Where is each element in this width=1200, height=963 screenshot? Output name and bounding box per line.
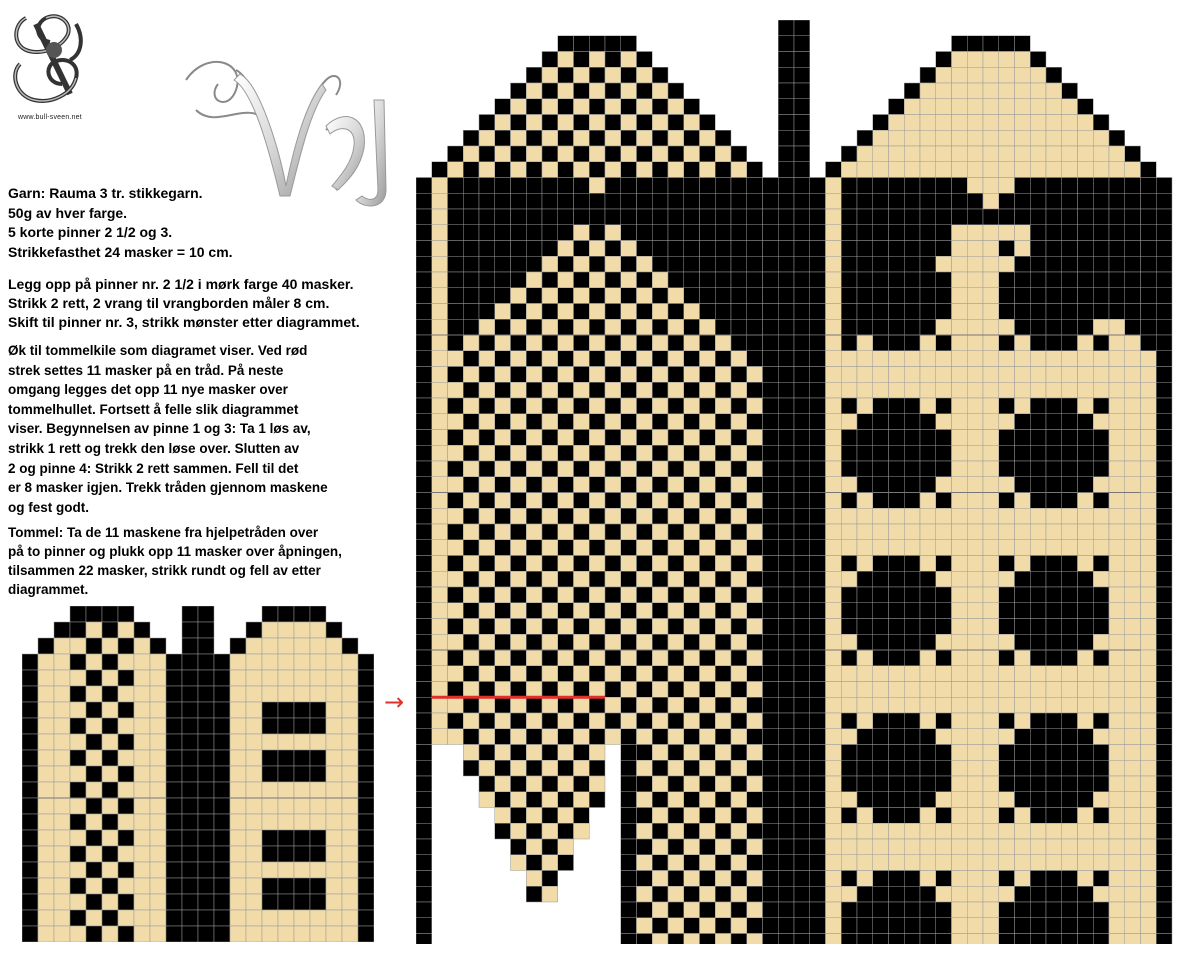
yarn-line: Strikkefasthet 24 masker = 10 cm. bbox=[8, 243, 233, 260]
instruction-line: Øk til tommelkile som diagramet viser. Ved rød bbox=[8, 343, 308, 358]
thumb-marker-arrow-icon: → bbox=[384, 688, 405, 716]
instruction-line: Tommel: Ta de 11 maskene fra hjelpetråden over bbox=[8, 525, 319, 540]
instruction-line: diagrammet. bbox=[8, 582, 89, 597]
yarn-line: 5 korte pinner 2 1/2 og 3. bbox=[8, 224, 173, 241]
instruction-line: strek settes 11 masker på en tråd. På neste bbox=[8, 362, 284, 378]
instruction-line: viser. Begynnelsen av pinne 1 og 3: Ta 1 løs av, bbox=[8, 421, 311, 437]
thumb-chart bbox=[22, 606, 374, 942]
thumb-gusset-instructions bbox=[8, 341, 328, 517]
instruction-line: strikk 1 rett og trekk den løse over. Slutten av bbox=[8, 440, 300, 456]
yarn-line: 50g av hver farge. bbox=[8, 204, 128, 221]
instruction-line: Legg opp på pinner nr. 2 1/2 i mørk farge 40 masker. bbox=[8, 276, 354, 292]
instruction-line: er 8 masker igjen. Trekk tråden gjennom maskene bbox=[8, 480, 328, 496]
mitten-chart bbox=[416, 20, 1184, 944]
instruction-line: omgang legges det opp 11 nye masker over bbox=[8, 382, 288, 398]
instruction-line: Skift til pinner nr. 3, strikk mønster etter diagrammet. bbox=[8, 314, 360, 331]
instruction-line: tilsammen 22 masker, strikk rundt og fell av etter bbox=[8, 563, 321, 578]
celtic-knot-logo bbox=[6, 4, 92, 116]
yarn-info bbox=[8, 184, 233, 262]
instruction-line: og fest godt. bbox=[8, 499, 89, 515]
instruction-line: Strikk 2 rett, 2 vrang til vrangborden måler 8 cm. bbox=[8, 295, 330, 312]
instruction-line: tommelhullet. Fortsett å felle slik diagrammet bbox=[8, 401, 299, 417]
thumb-instructions bbox=[8, 523, 342, 599]
cast-on-instructions bbox=[8, 275, 360, 333]
instruction-line: 2 og pinne 4: Strikk 2 rett sammen. Fell til det bbox=[8, 460, 299, 476]
instruction-line: på to pinner og plukk opp 11 masker over åpningen, bbox=[8, 544, 342, 559]
yarn-line: Garn: Rauma 3 tr. stikkegarn. bbox=[8, 185, 203, 201]
website-url: www.bull-sveen.net bbox=[18, 114, 82, 121]
